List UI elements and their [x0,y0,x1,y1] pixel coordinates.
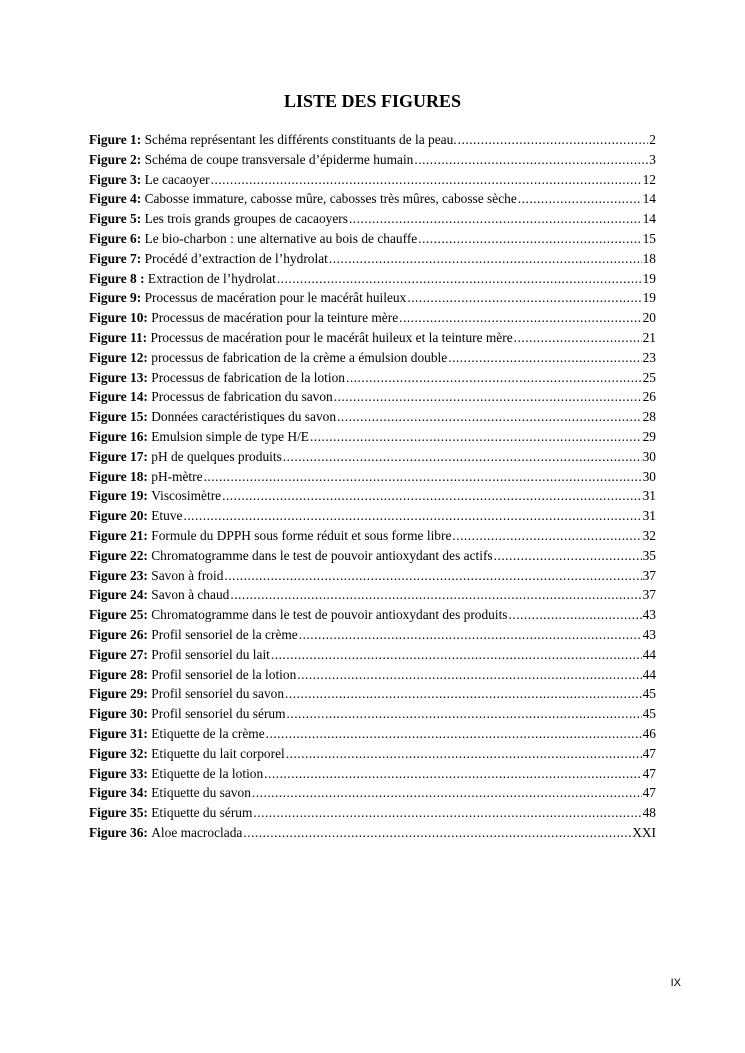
dot-leader [509,605,642,625]
dot-leader [337,407,642,427]
figure-caption: Procédé d’extraction de l’hydrolat [144,250,328,266]
figure-label: Figure 2: [89,151,142,167]
toc-entry[interactable] [89,803,656,823]
figure-caption: Viscosimètre [151,488,222,504]
dot-leader [277,269,642,289]
figure-page-number: 44 [642,666,656,682]
figure-page-number: 32 [642,527,656,543]
figure-caption: Etuve [151,508,183,524]
figure-label: Figure 23: [89,567,148,583]
dot-leader [266,724,642,744]
toc-entry[interactable] [89,744,656,764]
toc-entry[interactable] [89,348,656,368]
toc-entry[interactable] [89,229,656,249]
figure-label: Figure 19: [89,488,148,504]
dot-leader [452,526,641,546]
toc-entry[interactable] [89,130,656,150]
figure-label: Figure 5: [89,211,142,227]
dot-leader [334,387,642,407]
dot-leader [287,704,642,724]
toc-entry[interactable] [89,328,656,348]
figure-label: Figure 26: [89,626,148,642]
figure-label: Figure 21: [89,527,148,543]
dot-leader [286,744,642,764]
figure-page-number: 23 [642,349,656,365]
toc-entry[interactable] [89,684,656,704]
figure-label: Figure 7: [89,250,142,266]
figure-page-number: 47 [642,745,656,761]
dot-leader [285,684,642,704]
dot-leader [418,229,641,249]
figure-page-number: 31 [642,488,656,504]
figure-caption: pH-mètre [151,468,203,484]
toc-entry[interactable] [89,506,656,526]
figure-page-number: 37 [642,567,656,583]
toc-entry[interactable] [89,724,656,744]
figure-label: Figure 31: [89,725,148,741]
figure-caption: pH de quelques produits [151,448,282,464]
figure-label: Figure 8 : [89,270,145,286]
dot-leader [310,427,642,447]
figure-page-number: 47 [642,765,656,781]
page-title: LISTE DES FIGURES [283,91,462,111]
figure-caption: Savon à froid [151,567,224,583]
dot-leader [271,645,642,665]
figure-page-number: XXI [632,824,656,840]
toc-entry[interactable] [89,170,656,190]
dot-leader [346,368,642,388]
figure-caption: Extraction de l’hydrolat [147,270,276,286]
figure-label: Figure 33: [89,765,148,781]
toc-entry[interactable] [89,368,656,388]
figure-page-number: 14 [642,211,656,227]
page-number: IX [670,977,681,989]
figure-caption: Schéma de coupe transversale d’épiderme humain [144,151,414,167]
dot-leader [230,585,641,605]
figure-caption: Les trois grands groupes de cacaoyers [144,211,348,227]
figure-label: Figure 10: [89,310,148,326]
toc-entry[interactable] [89,625,656,645]
dot-leader [329,249,642,269]
figure-page-number: 47 [642,785,656,801]
figure-label: Figure 22: [89,547,148,563]
figure-page-number: 44 [642,646,656,662]
dot-leader [222,486,642,506]
figure-page-number: 14 [642,191,656,207]
dot-leader [407,288,641,308]
figure-caption: Profil sensoriel de la lotion [151,666,297,682]
figure-page-number: 46 [642,725,656,741]
figure-caption: Cabosse immature, cabosse mûre, cabosses très mûres, cabosse sèche [144,191,517,207]
figure-page-number: 30 [642,448,656,464]
figure-page-number: 12 [642,171,656,187]
dot-leader [252,783,642,803]
figure-page-number: 2 [649,132,656,147]
figure-label: Figure 28: [89,666,148,682]
toc-entry[interactable] [89,783,656,803]
dot-leader [243,823,631,843]
dot-leader [204,467,642,487]
figure-page-number: 30 [642,468,656,484]
dot-leader [414,150,648,170]
figure-page-number: 48 [642,805,656,821]
figure-caption: Chromatogramme dans le test de pouvoir antioxydant des actifs [151,547,493,563]
figure-label: Figure 16: [89,428,148,444]
figure-caption: Processus de fabrication de la lotion [151,369,345,385]
figure-label: Figure 11: [89,329,148,345]
figure-page-number: 45 [642,686,656,702]
figure-caption: Aloe macroclada [151,824,243,840]
figure-page-number: 19 [642,290,656,306]
figure-label: Figure 36: [89,824,148,840]
toc-entry[interactable] [89,308,656,328]
figure-label: Figure 6: [89,230,142,246]
figure-page-number: 28 [642,409,656,425]
dot-leader [448,348,641,368]
figure-caption: Emulsion simple de type H/E [151,428,309,444]
dot-leader [518,189,642,209]
dot-leader [264,764,641,784]
figure-caption: Schéma représentant les différents constituants de la peau. [144,132,457,147]
dot-leader [283,447,642,467]
dot-leader [458,130,649,150]
toc-entry[interactable] [89,764,656,784]
figure-page-number: 3 [649,151,656,167]
figure-caption: Le cacaoyer [144,171,210,187]
figure-label: Figure 1: [89,132,142,147]
figure-caption: Processus de macération pour le macérât huileux et la teinture mère [150,329,513,345]
figure-caption: Chromatogramme dans le test de pouvoir antioxydant des produits [151,607,508,623]
figure-label: Figure 17: [89,448,148,464]
toc-entry[interactable] [89,605,656,625]
figure-caption: Profil sensoriel du lait [151,646,270,662]
toc-entry[interactable] [89,269,656,289]
toc-entry[interactable] [89,249,656,269]
figure-page-number: 45 [642,706,656,722]
figure-page-number: 43 [642,607,656,623]
figure-label: Figure 13: [89,369,148,385]
toc-entry[interactable] [89,407,656,427]
figure-page-number: 37 [642,587,656,603]
toc-entry[interactable] [89,447,656,467]
figure-caption: Données caractéristiques du savon [151,409,337,425]
figure-page-number: 19 [642,270,656,286]
toc-entry[interactable] [89,665,656,685]
figure-page-number: 20 [642,310,656,326]
dot-leader [183,506,641,526]
figure-caption: Savon à chaud [151,587,230,603]
dot-leader [253,803,641,823]
toc-entry[interactable] [89,467,656,487]
figure-caption: Processus de macération pour le macérât huileux [144,290,407,306]
figure-caption: Profil sensoriel de la crème [151,626,298,642]
toc-entry[interactable] [89,526,656,546]
figure-label: Figure 32: [89,745,148,761]
dot-leader [299,625,642,645]
figure-label: Figure 34: [89,785,148,801]
figure-label: Figure 27: [89,646,148,662]
figure-page-number: 35 [642,547,656,563]
figure-label: Figure 18: [89,468,148,484]
toc-entry[interactable] [89,823,656,843]
figure-caption: Profil sensoriel du sérum [151,706,286,722]
figure-label: Figure 4: [89,191,142,207]
dot-leader [514,328,642,348]
dot-leader [211,170,642,190]
figure-label: Figure 30: [89,706,148,722]
figure-caption: Le bio-charbon : une alternative au bois de chauffe [144,230,418,246]
toc-entry[interactable] [89,704,656,724]
figure-caption: Profil sensoriel du savon [151,686,285,702]
figure-label: Figure 20: [89,508,148,524]
figure-caption: Etiquette du sérum [151,805,253,821]
toc-entry[interactable] [89,427,656,447]
dot-leader [224,566,641,586]
figure-caption: Etiquette du savon [151,785,251,801]
toc-entry[interactable] [89,486,656,506]
toc-entry[interactable] [89,546,656,566]
figure-label: Figure 24: [89,587,148,603]
toc-entry[interactable] [89,150,656,170]
figure-caption: Processus de macération pour la teinture mère [151,310,399,326]
figure-caption: Etiquette de la crème [151,725,265,741]
list-of-figures [89,130,656,843]
toc-entry[interactable] [89,645,656,665]
figure-page-number: 25 [642,369,656,385]
figure-caption: Processus de fabrication du savon [151,389,333,405]
figure-caption: Etiquette du lait corporel [151,745,285,761]
figure-page-number: 31 [642,508,656,524]
figure-label: Figure 29: [89,686,148,702]
toc-entry[interactable] [89,288,656,308]
figure-page-number: 18 [642,250,656,266]
figure-caption: Formule du DPPH sous forme réduit et sous forme libre [151,527,452,543]
figure-page-number: 26 [642,389,656,405]
figure-label: Figure 12: [89,349,148,365]
dot-leader [494,546,642,566]
figure-page-number: 21 [642,329,656,345]
toc-entry[interactable] [89,189,656,209]
toc-entry[interactable] [89,387,656,407]
figure-label: Figure 25: [89,607,148,623]
figure-label: Figure 14: [89,389,148,405]
dot-leader [399,308,641,328]
figure-label: Figure 3: [89,171,142,187]
dot-leader [349,209,642,229]
toc-entry[interactable] [89,585,656,605]
toc-entry[interactable] [89,566,656,586]
dot-leader [297,665,641,685]
figure-label: Figure 9: [89,290,142,306]
figure-page-number: 15 [642,230,656,246]
figure-caption: Etiquette de la lotion [151,765,264,781]
figure-page-number: 29 [642,428,656,444]
figure-label: Figure 15: [89,409,148,425]
figure-page-number: 43 [642,626,656,642]
figure-caption: processus de fabrication de la crème a émulsion double [151,349,448,365]
toc-entry[interactable] [89,209,656,229]
figure-label: Figure 35: [89,805,148,821]
